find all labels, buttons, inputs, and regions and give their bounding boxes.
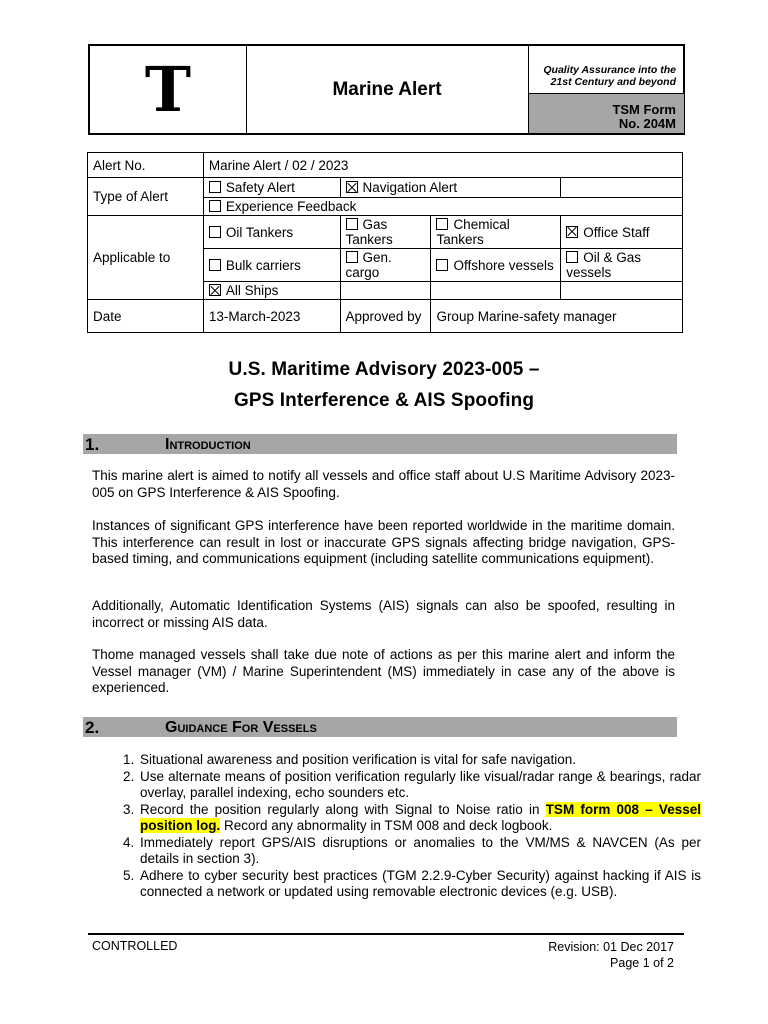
checkbox-icon[interactable]: [346, 251, 358, 263]
bulk-carriers-option[interactable]: Bulk carriers: [203, 249, 340, 282]
checkbox-icon[interactable]: [209, 200, 221, 212]
list-item: 5. Adhere to cyber security best practices (TGM 2.2.9-Cyber Security) against hacking if AIS is connected a network or updated using removable electronic devices (e.g. USB).: [138, 868, 701, 901]
section-heading-guidance: 2. Guidance For Vessels: [83, 717, 677, 737]
guidance-list: [112, 752, 701, 901]
date-label: Date: [88, 300, 204, 333]
checkbox-icon[interactable]: [436, 259, 448, 271]
alert-info-table: [87, 152, 683, 333]
section-heading-introduction: 1. Introduction: [83, 434, 677, 454]
document-header: [88, 44, 685, 135]
quality-tagline: Quality Assurance into the 21st Century and beyond: [543, 64, 676, 88]
document-title-line2: GPS Interference & AIS Spoofing: [233, 390, 535, 411]
checkbox-icon[interactable]: [566, 251, 578, 263]
list-item: 2. Use alternate means of position verification regularly like visual/radar range & bearings, radar overlay, parallel indexing, echo sounders etc.: [138, 769, 701, 802]
checkbox-icon[interactable]: [346, 218, 358, 230]
intro-paragraph-2: Instances of significant GPS interference have been reported worldwide in the maritime domain. This interference can result in lost or inaccurate GPS signals affecting bridge navigation, GPS-based timing, and communications equipment (including satellite communications equipment).: [92, 518, 675, 566]
header-title: Marine Alert: [332, 78, 442, 100]
checkbox-icon[interactable]: [209, 259, 221, 271]
alert-no-label: Alert No.: [88, 153, 204, 178]
footer-page-number: Page 1 of 2: [610, 956, 674, 970]
safety-alert-option[interactable]: Safety Alert: [203, 178, 340, 198]
empty-cell: [561, 178, 683, 198]
checkbox-icon[interactable]: [566, 226, 578, 238]
intro-paragraph-3: Additionally, Automatic Identification Systems (AIS) signals can also be spoofed, resulting in incorrect or missing AIS data.: [92, 598, 675, 630]
all-ships-option[interactable]: All Ships: [203, 282, 340, 300]
chemical-tankers-option[interactable]: Chemical Tankers: [431, 216, 561, 249]
footer-divider: [88, 933, 684, 935]
list-item: 3. Record the position regularly along with Signal to Noise ratio in TSM form 008 – Vessel position log. Record any abnormality in TSM 008 and deck logbook.: [138, 802, 701, 835]
oil-gas-vessels-option[interactable]: Oil & Gas vessels: [561, 249, 683, 282]
checkbox-icon[interactable]: [209, 226, 221, 238]
navigation-alert-option[interactable]: Navigation Alert: [340, 178, 561, 198]
applicable-to-label: Applicable to: [88, 216, 204, 300]
type-of-alert-label: Type of Alert: [88, 178, 204, 216]
experience-feedback-option[interactable]: Experience Feedback: [203, 198, 682, 216]
footer-controlled: CONTROLLED: [92, 939, 178, 953]
empty-cell: [431, 282, 561, 300]
gas-tankers-option[interactable]: Gas Tankers: [340, 216, 431, 249]
approved-by-label: Approved by: [340, 300, 431, 333]
office-staff-option[interactable]: Office Staff: [561, 216, 683, 249]
date-value: 13-March-2023: [203, 300, 340, 333]
empty-cell: [561, 282, 683, 300]
list-item: 4. Immediately report GPS/AIS disruptions or anomalies to the VM/MS & NAVCEN (As per details in section 3).: [138, 835, 701, 868]
highlighted-form-reference: TSM form 008 – Vessel position log.: [140, 801, 701, 833]
alert-no-value: Marine Alert / 02 / 2023: [203, 153, 682, 178]
company-logo: T: [90, 46, 247, 133]
header-right-block: [528, 46, 684, 133]
list-item: 1. Situational awareness and position verification is vital for safe navigation.: [138, 752, 701, 769]
checkbox-icon[interactable]: [346, 181, 358, 193]
footer-revision: Revision: 01 Dec 2017: [548, 940, 674, 954]
checkbox-icon[interactable]: [209, 284, 221, 296]
empty-cell: [340, 282, 431, 300]
gen-cargo-option[interactable]: Gen. cargo: [340, 249, 431, 282]
footer-revision-block: [548, 939, 674, 971]
oil-tankers-option[interactable]: Oil Tankers: [203, 216, 340, 249]
document-title-line1: U.S. Maritime Advisory 2023-005 –: [228, 359, 540, 380]
checkbox-icon[interactable]: [436, 218, 448, 230]
intro-paragraph-1: This marine alert is aimed to notify all vessels and office staff about U.S Maritime Advisory 2023-005 on GPS Interference & AIS Spoofing.: [92, 468, 675, 500]
offshore-vessels-option[interactable]: Offshore vessels: [431, 249, 561, 282]
intro-paragraph-4: Thome managed vessels shall take due note of actions as per this marine alert and inform the Vessel manager (VM) / Marine Superintendent (MS) immediately in case any of the above is experienced.: [92, 647, 675, 695]
checkbox-icon[interactable]: [209, 181, 221, 193]
form-number: TSM Form No. 204M: [529, 93, 684, 133]
approved-by-value: Group Marine-safety manager: [431, 300, 683, 333]
